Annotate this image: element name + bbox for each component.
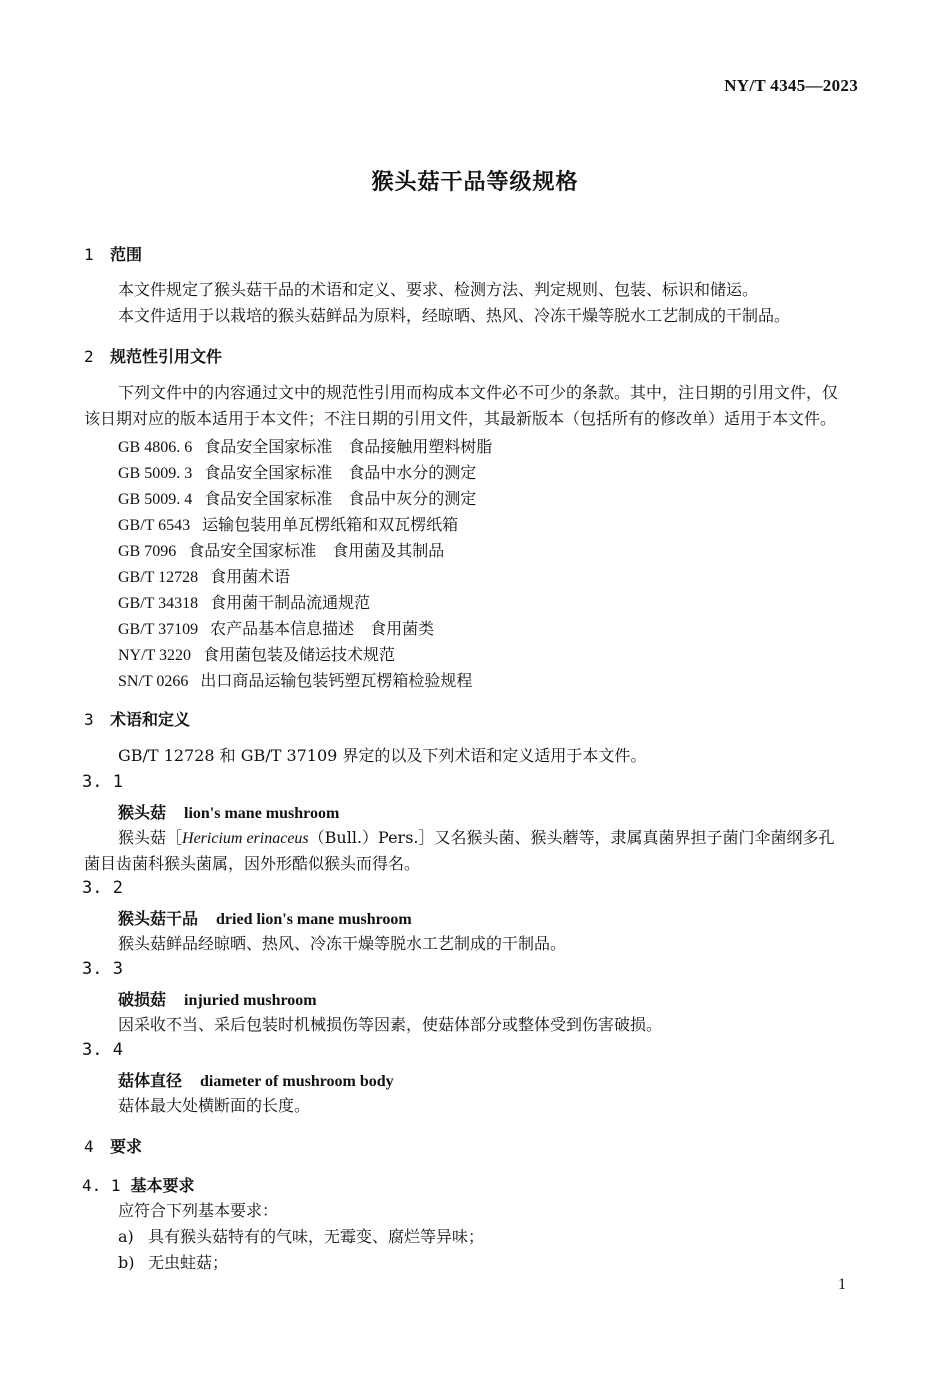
reference-code: GB/T 37109 bbox=[118, 621, 199, 638]
reference-title: 出口商品运输包装钙塑瓦楞箱检验规程 bbox=[200, 671, 473, 690]
subsection-title: 基本要求 bbox=[130, 1176, 195, 1195]
standard-number: NY/T 4345—2023 bbox=[724, 76, 858, 95]
term-zh: 猴头菇干品 bbox=[118, 909, 199, 928]
reference-title: 食品安全国家标准 食品接触用塑料树脂 bbox=[204, 437, 493, 456]
reference-title: 食用菌包装及储运技术规范 bbox=[203, 645, 396, 664]
section-number: 1 bbox=[84, 245, 94, 264]
item-marker: b) bbox=[118, 1253, 135, 1272]
reference-title: 食品安全国家标准 食用菌及其制品 bbox=[188, 541, 445, 560]
item-marker: a) bbox=[118, 1227, 134, 1246]
reference-code: SN/T 0266 bbox=[118, 673, 189, 690]
term-3-4-number: 3. 4 bbox=[82, 1040, 123, 1060]
term-3-2-number: 3. 2 bbox=[82, 878, 123, 898]
item-text: 无虫蛀菇； bbox=[148, 1253, 229, 1272]
reference-title: 食品安全国家标准 食品中灰分的测定 bbox=[204, 489, 477, 508]
requirement-item bbox=[118, 1224, 484, 1250]
requirements-intro: 应符合下列基本要求： bbox=[118, 1201, 279, 1220]
reference-item bbox=[118, 486, 476, 509]
reference-item bbox=[118, 668, 472, 691]
page-number: 1 bbox=[838, 1276, 846, 1293]
term-3-3-definition: 因采收不当、采后包装时机械损伤等因素，使菇体部分或整体受到伤害破损。 bbox=[118, 1015, 663, 1034]
term-zh: 猴头菇 bbox=[118, 803, 167, 822]
section-number: 3 bbox=[84, 710, 94, 729]
term-3-4-definition: 菇体最大处横断面的长度。 bbox=[118, 1096, 311, 1115]
reference-item bbox=[118, 538, 444, 561]
term-3-2-definition: 猴头菇鲜品经晾晒、热风、冷冻干燥等脱水工艺制成的干制品。 bbox=[118, 934, 567, 953]
term-3-1-definition-line-2: 菌目齿菌科猴头菌属，因外形酷似猴头而得名。 bbox=[84, 854, 421, 873]
definition-text: （Bull.）Pers.］又名猴头菌、猴头蘑等，隶属真菌界担子菌门伞菌纲多孔 bbox=[308, 828, 835, 847]
section-4-heading bbox=[84, 1134, 142, 1157]
term-3-1 bbox=[118, 800, 339, 823]
reference-code: GB 5009. 4 bbox=[118, 491, 193, 508]
term-en: diameter of mushroom body bbox=[200, 1073, 394, 1090]
term-3-3-number: 3. 3 bbox=[82, 959, 123, 979]
section-title: 规范性引用文件 bbox=[110, 347, 223, 366]
terms-intro: GB/T 12728 和 GB/T 37109 界定的以及下列术语和定义适用于本文件。 bbox=[118, 746, 647, 765]
scope-paragraph-1: 本文件规定了猴头菇干品的术语和定义、要求、检测方法、判定规则、包装、标识和储运。 bbox=[118, 280, 759, 299]
section-1-heading bbox=[84, 242, 142, 265]
reference-code: GB/T 12728 bbox=[118, 569, 199, 586]
reference-item bbox=[118, 590, 370, 613]
reference-title: 运输包装用单瓦楞纸箱和双瓦楞纸箱 bbox=[202, 515, 459, 534]
term-en: injuried mushroom bbox=[184, 992, 317, 1009]
reference-item bbox=[118, 616, 434, 639]
reference-title: 食用菌术语 bbox=[210, 567, 291, 586]
references-intro-line-2: 该日期对应的版本适用于本文件；不注日期的引用文件，其最新版本（包括所有的修改单）适用于本文件。 bbox=[84, 409, 837, 428]
term-zh: 破损菇 bbox=[118, 990, 167, 1009]
reference-item bbox=[118, 512, 458, 535]
reference-title: 农产品基本信息描述 食用菌类 bbox=[210, 619, 435, 638]
term-3-1-number: 3. 1 bbox=[82, 772, 123, 792]
term-en: lion's mane mushroom bbox=[184, 805, 340, 822]
reference-code: GB/T 6543 bbox=[118, 517, 191, 534]
reference-item bbox=[118, 434, 492, 457]
reference-code: GB 4806. 6 bbox=[118, 439, 193, 456]
term-3-1-definition-line-1 bbox=[118, 825, 835, 852]
reference-code: NY/T 3220 bbox=[118, 647, 192, 664]
section-3-heading bbox=[84, 707, 190, 730]
term-3-4 bbox=[118, 1068, 394, 1091]
reference-code: GB 7096 bbox=[118, 543, 177, 560]
reference-item bbox=[118, 564, 290, 587]
reference-code: GB 5009. 3 bbox=[118, 465, 193, 482]
term-en: dried lion's mane mushroom bbox=[216, 911, 412, 928]
section-title: 要求 bbox=[110, 1137, 143, 1156]
reference-item bbox=[118, 460, 476, 483]
item-text: 具有猴头菇特有的气味，无霉变、腐烂等异味； bbox=[148, 1227, 485, 1246]
reference-code: GB/T 34318 bbox=[118, 595, 199, 612]
term-zh: 菇体直径 bbox=[118, 1071, 183, 1090]
references-intro-line-1: 下列文件中的内容通过文中的规范性引用而构成本文件必不可少的条款。其中，注日期的引用文件，仅 bbox=[118, 383, 839, 402]
section-title: 术语和定义 bbox=[110, 710, 191, 729]
term-3-3 bbox=[118, 987, 317, 1010]
subsection-4-1-heading bbox=[82, 1173, 195, 1196]
reference-title: 食用菌干制品流通规范 bbox=[210, 593, 371, 612]
definition-text: 猴头菇［ bbox=[118, 828, 183, 847]
section-2-heading bbox=[84, 344, 222, 367]
subsection-number: 4. 1 bbox=[82, 1176, 121, 1195]
reference-item bbox=[118, 642, 395, 665]
reference-title: 食品安全国家标准 食品中水分的测定 bbox=[204, 463, 477, 482]
section-number: 2 bbox=[84, 347, 94, 366]
latin-name: Hericium erinaceus bbox=[182, 830, 309, 847]
scope-paragraph-2: 本文件适用于以栽培的猴头菇鲜品为原料，经晾晒、热风、冷冻干燥等脱水工艺制成的干制品。 bbox=[118, 306, 791, 325]
document-title: 猴头菇干品等级规格 bbox=[371, 170, 579, 195]
section-title: 范围 bbox=[110, 245, 143, 264]
section-number: 4 bbox=[84, 1137, 94, 1156]
requirement-item bbox=[118, 1250, 228, 1276]
term-3-2 bbox=[118, 906, 412, 929]
